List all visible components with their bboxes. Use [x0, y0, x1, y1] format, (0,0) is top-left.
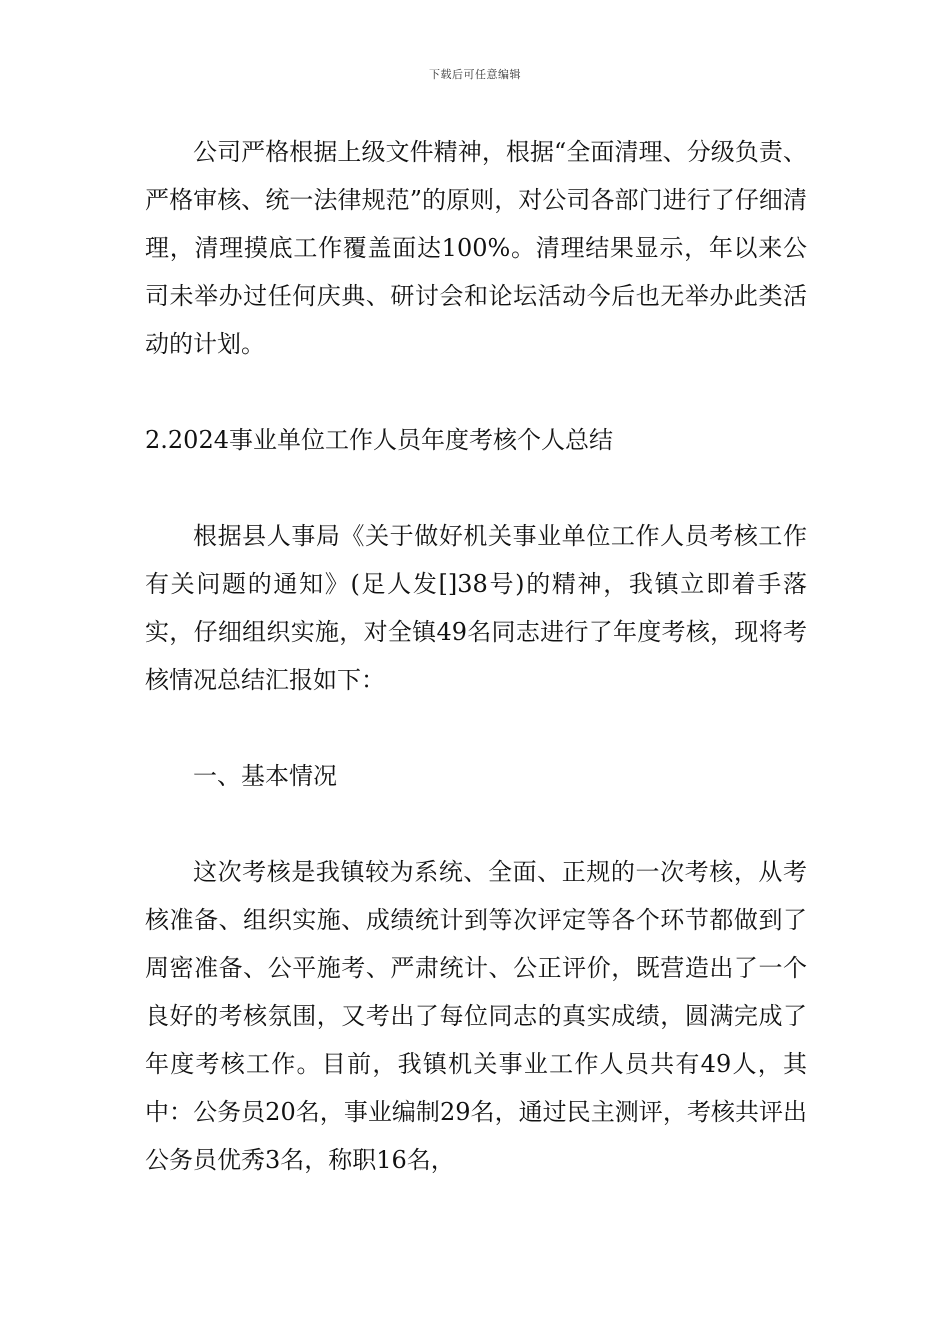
paragraph-cleanup-report: 公司严格根据上级文件精神，根据“全面清理、分级负责、严格审核、统一法律规范”的原则，对公司各部门进行了仔细清理，清理摸底工作覆盖面达100%。清理结果显示，年以来公司未举办过任何庆典、研讨会和论坛活动今后也无举办此类活动的计划。 [145, 138, 807, 358]
section-heading-basic-situation: 一、基本情况 [193, 762, 337, 790]
paragraph-gap [145, 464, 807, 512]
paragraph-gap [145, 368, 807, 416]
paragraph-basic-situation: 这次考核是我镇较为系统、全面、正规的一次考核，从考核准备、组织实施、成绩统计到等次评定等各个环节都做到了周密准备、公平施考、严肃统计、公正评价，既营造出了一个良好的考核氛围，又考出了每位同志的真实成绩，圆满完成了年度考核工作。目前，我镇机关事业工作人员共有49人，其中：公务员20名，事业编制29名，通过民主测评，考核共评出公务员优秀3名，称职16名， [145, 858, 807, 1174]
paragraph-assessment-intro: 根据县人事局《关于做好机关事业单位工作人员考核工作有关问题的通知》(足人发[]38号)的精神，我镇立即着手落实，仔细组织实施，对全镇49名同志进行了年度考核，现将考核情况总结汇报如下： [145, 522, 807, 694]
paragraph-gap [145, 704, 807, 752]
document-body [145, 128, 807, 1184]
page-header-note: 下载后可任意编辑 [429, 68, 521, 81]
paragraph-gap [145, 800, 807, 848]
document-title-2: 2.2024事业单位工作人员年度考核个人总结 [145, 426, 613, 454]
